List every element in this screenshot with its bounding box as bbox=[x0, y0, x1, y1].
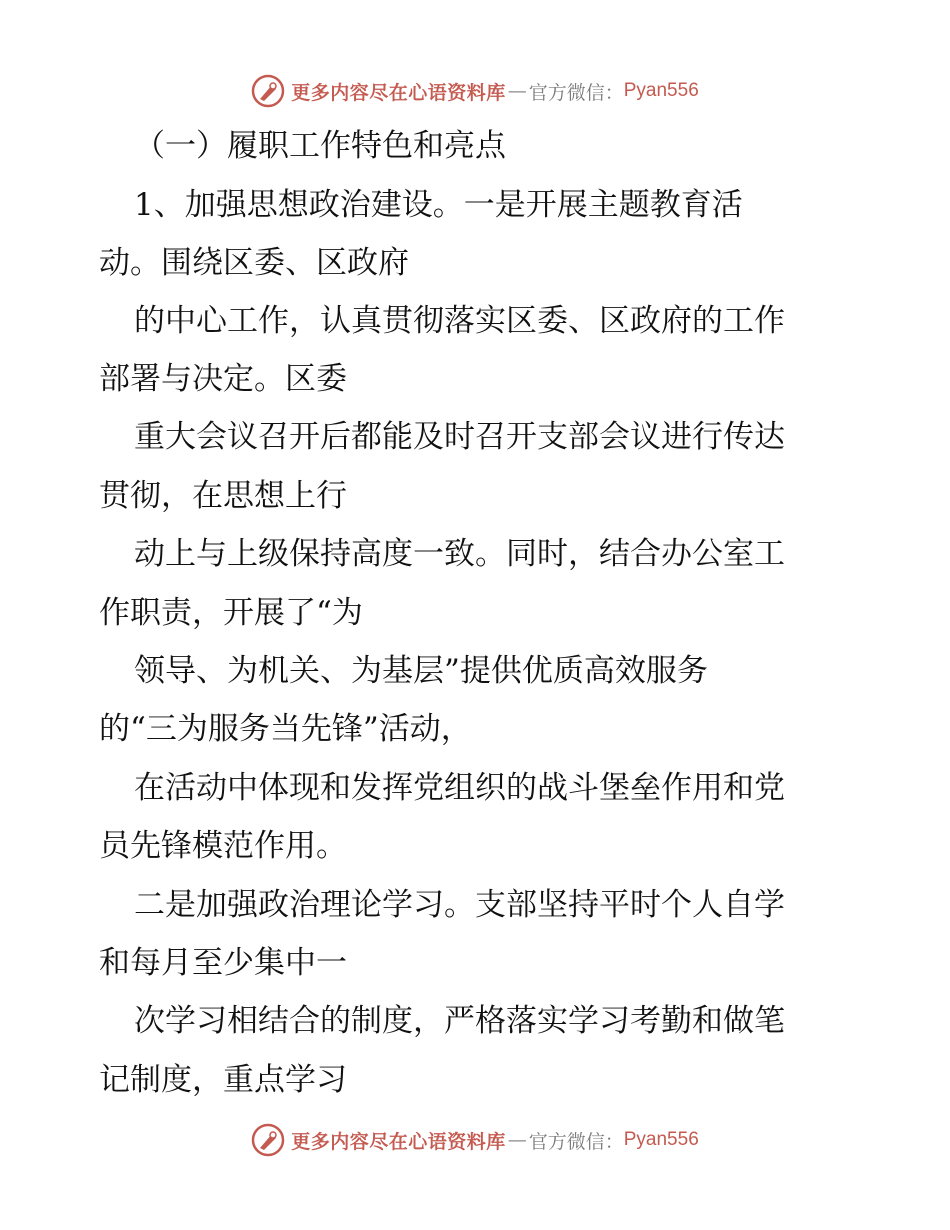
text-line: 的中心工作，认真贯彻落实区委、区政府的工作 bbox=[134, 303, 785, 339]
text-line: 的“三为服务当先锋”活动， bbox=[99, 711, 472, 747]
header-banner bbox=[0, 71, 950, 111]
text-line: 记制度，重点学习 bbox=[99, 1062, 347, 1098]
text-line: 和每月至少集中一 bbox=[99, 945, 347, 981]
banner-text: 更多内容尽在心语资料库 bbox=[291, 81, 506, 104]
pen-nib-logo-icon bbox=[251, 74, 285, 108]
section-heading: （一）履职工作特色和亮点 bbox=[134, 128, 506, 164]
text-line: 员先锋模范作用。 bbox=[99, 828, 347, 864]
banner-wechat-id: Pyan556 bbox=[623, 1129, 699, 1150]
text-line: 部署与决定。区委 bbox=[99, 361, 347, 397]
banner-wechat-label: 官方微信： bbox=[528, 81, 624, 104]
banner-separator: — bbox=[507, 80, 527, 102]
text-line: 作职责，开展了“为 bbox=[99, 595, 363, 631]
text-line: 贯彻，在思想上行 bbox=[99, 478, 347, 514]
text-line: 1、加强思想政治建设。一是开展主题教育活 bbox=[134, 187, 743, 223]
banner-wechat-id: Pyan556 bbox=[623, 80, 699, 101]
text-line: 动上与上级保持高度一致。同时，结合办公室工 bbox=[134, 536, 785, 572]
banner-separator: — bbox=[507, 1129, 527, 1151]
text-line: 重大会议召开后都能及时召开支部会议进行传达 bbox=[134, 419, 785, 455]
text-line: 动。围绕区委、区政府 bbox=[99, 245, 409, 281]
text-line: 次学习相结合的制度，严格落实学习考勤和做笔 bbox=[134, 1003, 785, 1039]
pen-nib-logo-icon bbox=[251, 1123, 285, 1157]
banner-wechat-label: 官方微信： bbox=[528, 1130, 624, 1153]
text-line: 二是加强政治理论学习。支部坚持平时个人自学 bbox=[134, 887, 785, 923]
text-line: 领导、为机关、为基层”提供优质高效服务 bbox=[134, 653, 708, 689]
text-line: 在活动中体现和发挥党组织的战斗堡垒作用和党 bbox=[134, 770, 785, 806]
banner-text: 更多内容尽在心语资料库 bbox=[291, 1130, 506, 1153]
footer-banner bbox=[0, 1120, 950, 1160]
